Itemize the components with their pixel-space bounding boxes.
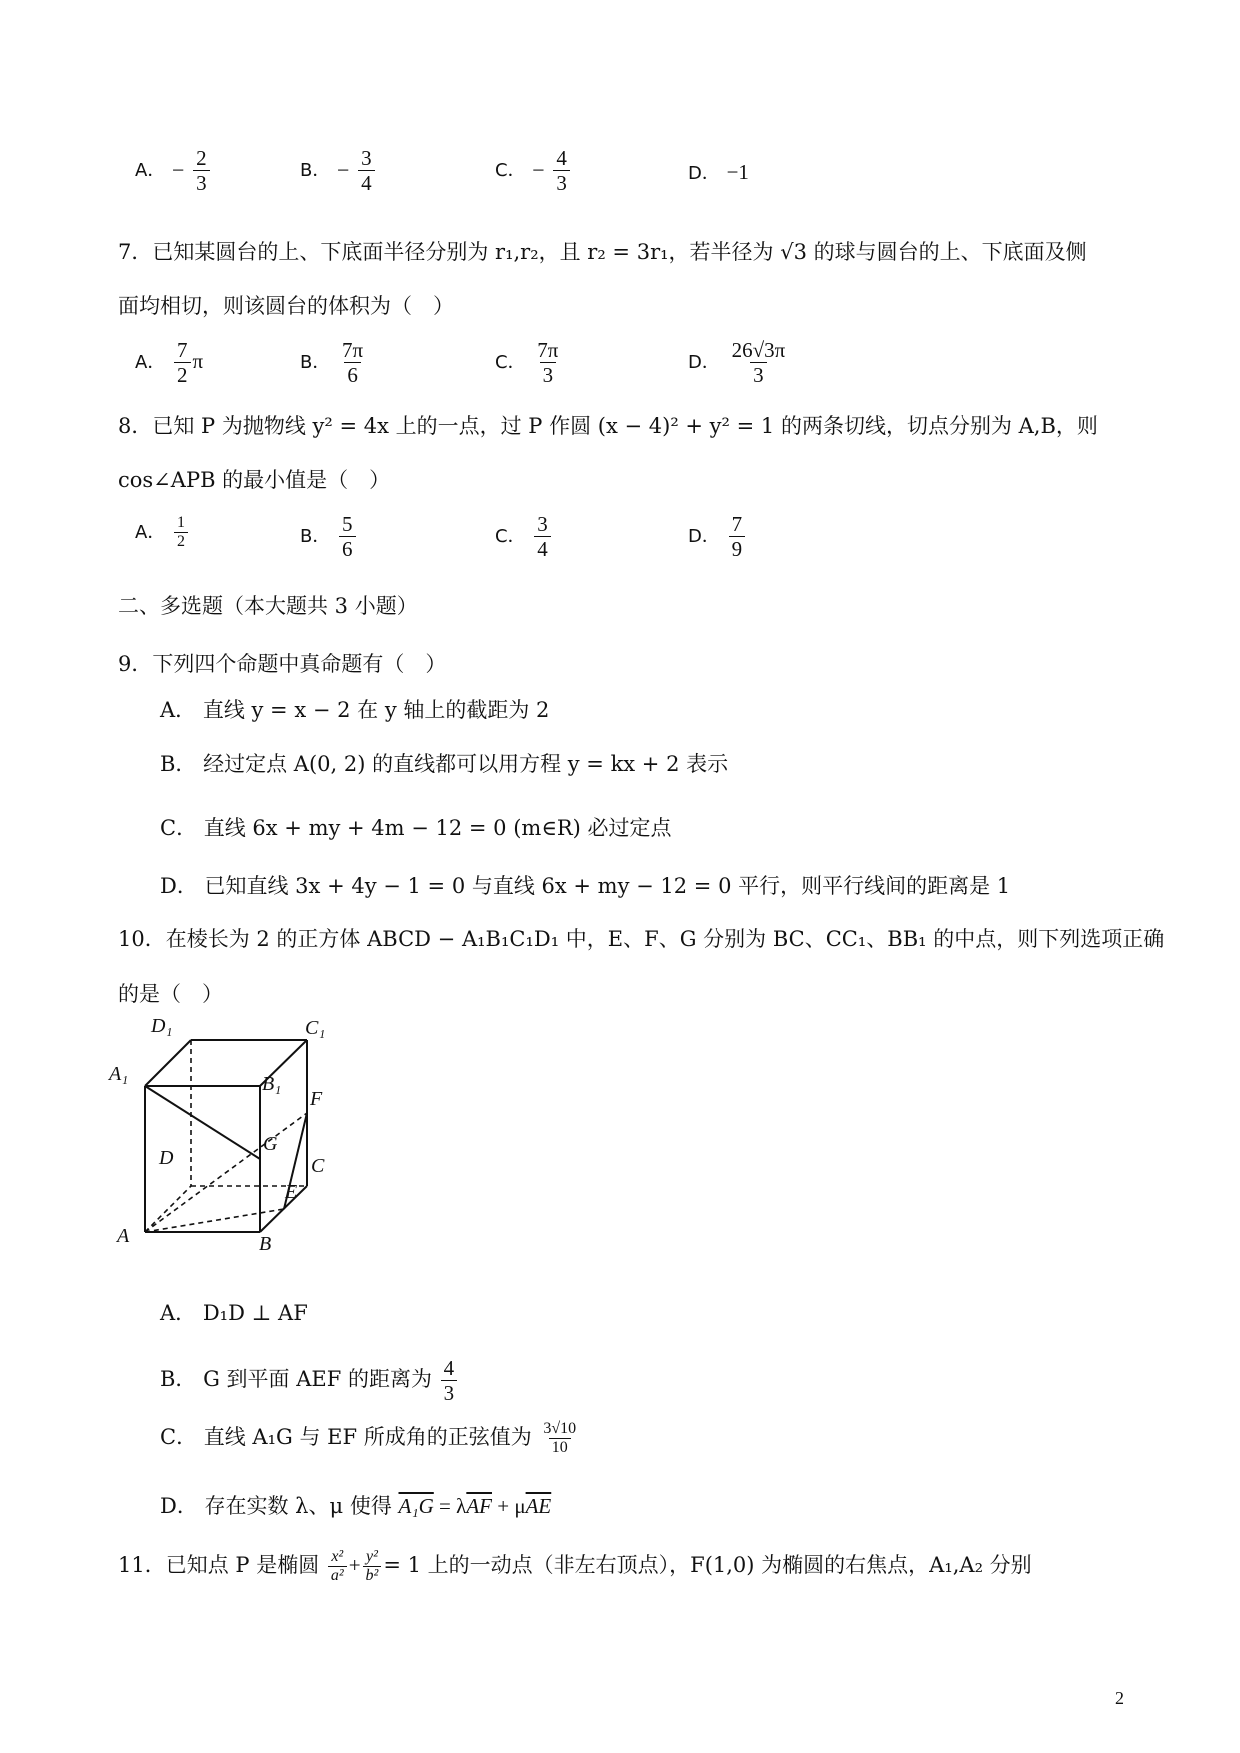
q7-options <box>135 338 895 394</box>
q6-option-c: C． − $\frac{4}{3}$ <box>495 146 572 195</box>
q8-option-b: B． $\frac{5}{6}$ <box>300 512 358 561</box>
label-B: B <box>259 1233 272 1255</box>
q7-line1: 7．已知某圆台的上、下底面半径分别为 r₁,r₂，且 r₂ = 3r₁，若半径为 √3 的球与圆台的上、下底面及侧 <box>118 240 1087 264</box>
label-C1: C₁ <box>305 1017 326 1039</box>
q7-option-d: D． $\frac{26√3\pi}{3}$ <box>688 338 786 387</box>
label-D: D <box>159 1147 174 1169</box>
label-D1: D₁ <box>151 1015 173 1037</box>
q6-option-d: D． −1 <box>688 160 749 184</box>
label-G: G <box>263 1133 278 1155</box>
q6-options <box>135 146 835 198</box>
label-F: F <box>310 1088 323 1110</box>
fraction: $\frac{3}{4}$ <box>358 146 375 195</box>
q7-option-b: B． $\frac{7\pi}{6}$ <box>300 338 364 387</box>
q8-option-a: A． $\frac{1}{2}$ <box>135 514 190 551</box>
q9-stem: 9．下列四个命题中真命题有（ ） <box>118 652 447 676</box>
q10-option-c: C． 直线 A₁G 与 EF 所成角的正弦值为 $\frac{3√10}{10}$ <box>160 1420 577 1456</box>
q10-line2: 的是（ ） <box>118 982 223 1006</box>
q9-option-a: A． 直线 y = x − 2 在 y 轴上的截距为 2 <box>160 698 550 722</box>
label-A: A <box>117 1225 130 1247</box>
q10-option-b: B． G 到平面 AEF 的距离为 $\frac{4}{3}$ <box>160 1356 459 1405</box>
label-C: C <box>311 1155 325 1177</box>
label-A1: A₁ <box>109 1063 129 1085</box>
q6-option-b: B． − $\frac{3}{4}$ <box>300 146 377 195</box>
q8-option-c: C． $\frac{3}{4}$ <box>495 512 553 561</box>
label-B1: B₁ <box>262 1073 282 1095</box>
q8-line1: 8．已知 P 为抛物线 y² = 4x 上的一点，过 P 作圆 (x − 4)² + y² = 1 的两条切线，切点分别为 A,B，则 <box>118 414 1098 438</box>
label-E: E <box>285 1181 298 1203</box>
q8-options <box>135 512 895 568</box>
q8-line2: cos∠APB 的最小值是（ ） <box>118 468 391 492</box>
q9-option-d: D． 已知直线 3x + 4y − 1 = 0 与直线 6x + my − 12 = 0 平行，则平行线间的距离是 1 <box>160 874 1011 898</box>
section-heading: 二、多选题（本大题共 3 小题） <box>118 594 418 618</box>
q9-option-c: C． 直线 6x + my + 4m − 12 = 0 (m∈R) 必过定点 <box>160 816 672 840</box>
q8-option-d: D． $\frac{7}{9}$ <box>688 512 747 561</box>
q10-option-a: A． D₁D ⊥ AF <box>160 1301 308 1325</box>
fraction: $\frac{4}{3}$ <box>553 146 570 195</box>
q6-option-a: A． − $\frac{2}{3}$ <box>135 146 212 195</box>
q10-line1: 10．在棱长为 2 的正方体 ABCD − A₁B₁C₁D₁ 中，E、F、G 分别为 BC、CC₁、BB₁ 的中点，则下列选项正确 <box>118 927 1165 951</box>
page-number: 2 <box>1115 1688 1124 1708</box>
q11-line1: 11．已知点 P 是椭圆 $\frac{\text{x²}}{\text{a²}}$ + $\frac{\text{y²}}{\text{b²}}$ = 1 上的一动点（非左右顶点），F(1,0) 为椭圆的右焦点，A₁,A₂ 分别 <box>118 1548 1032 1584</box>
q7-line2: 面均相切，则该圆台的体积为（ ） <box>118 294 454 318</box>
q9-option-b: B． 经过定点 A(0, 2) 的直线都可以用方程 y = kx + 2 表示 <box>160 752 729 776</box>
cube-figure <box>109 1010 395 1260</box>
fraction: $\frac{2}{3}$ <box>193 146 210 195</box>
q7-option-c: C． $\frac{7\pi}{3}$ <box>495 338 559 387</box>
q10-option-d: D． 存在实数 λ、μ 使得 $A_1G = \lambda\overline{AF} + \mu\overline{AE}$ <box>160 1494 552 1518</box>
q7-option-a: A． $\frac{7}{2}$ π <box>135 338 204 387</box>
